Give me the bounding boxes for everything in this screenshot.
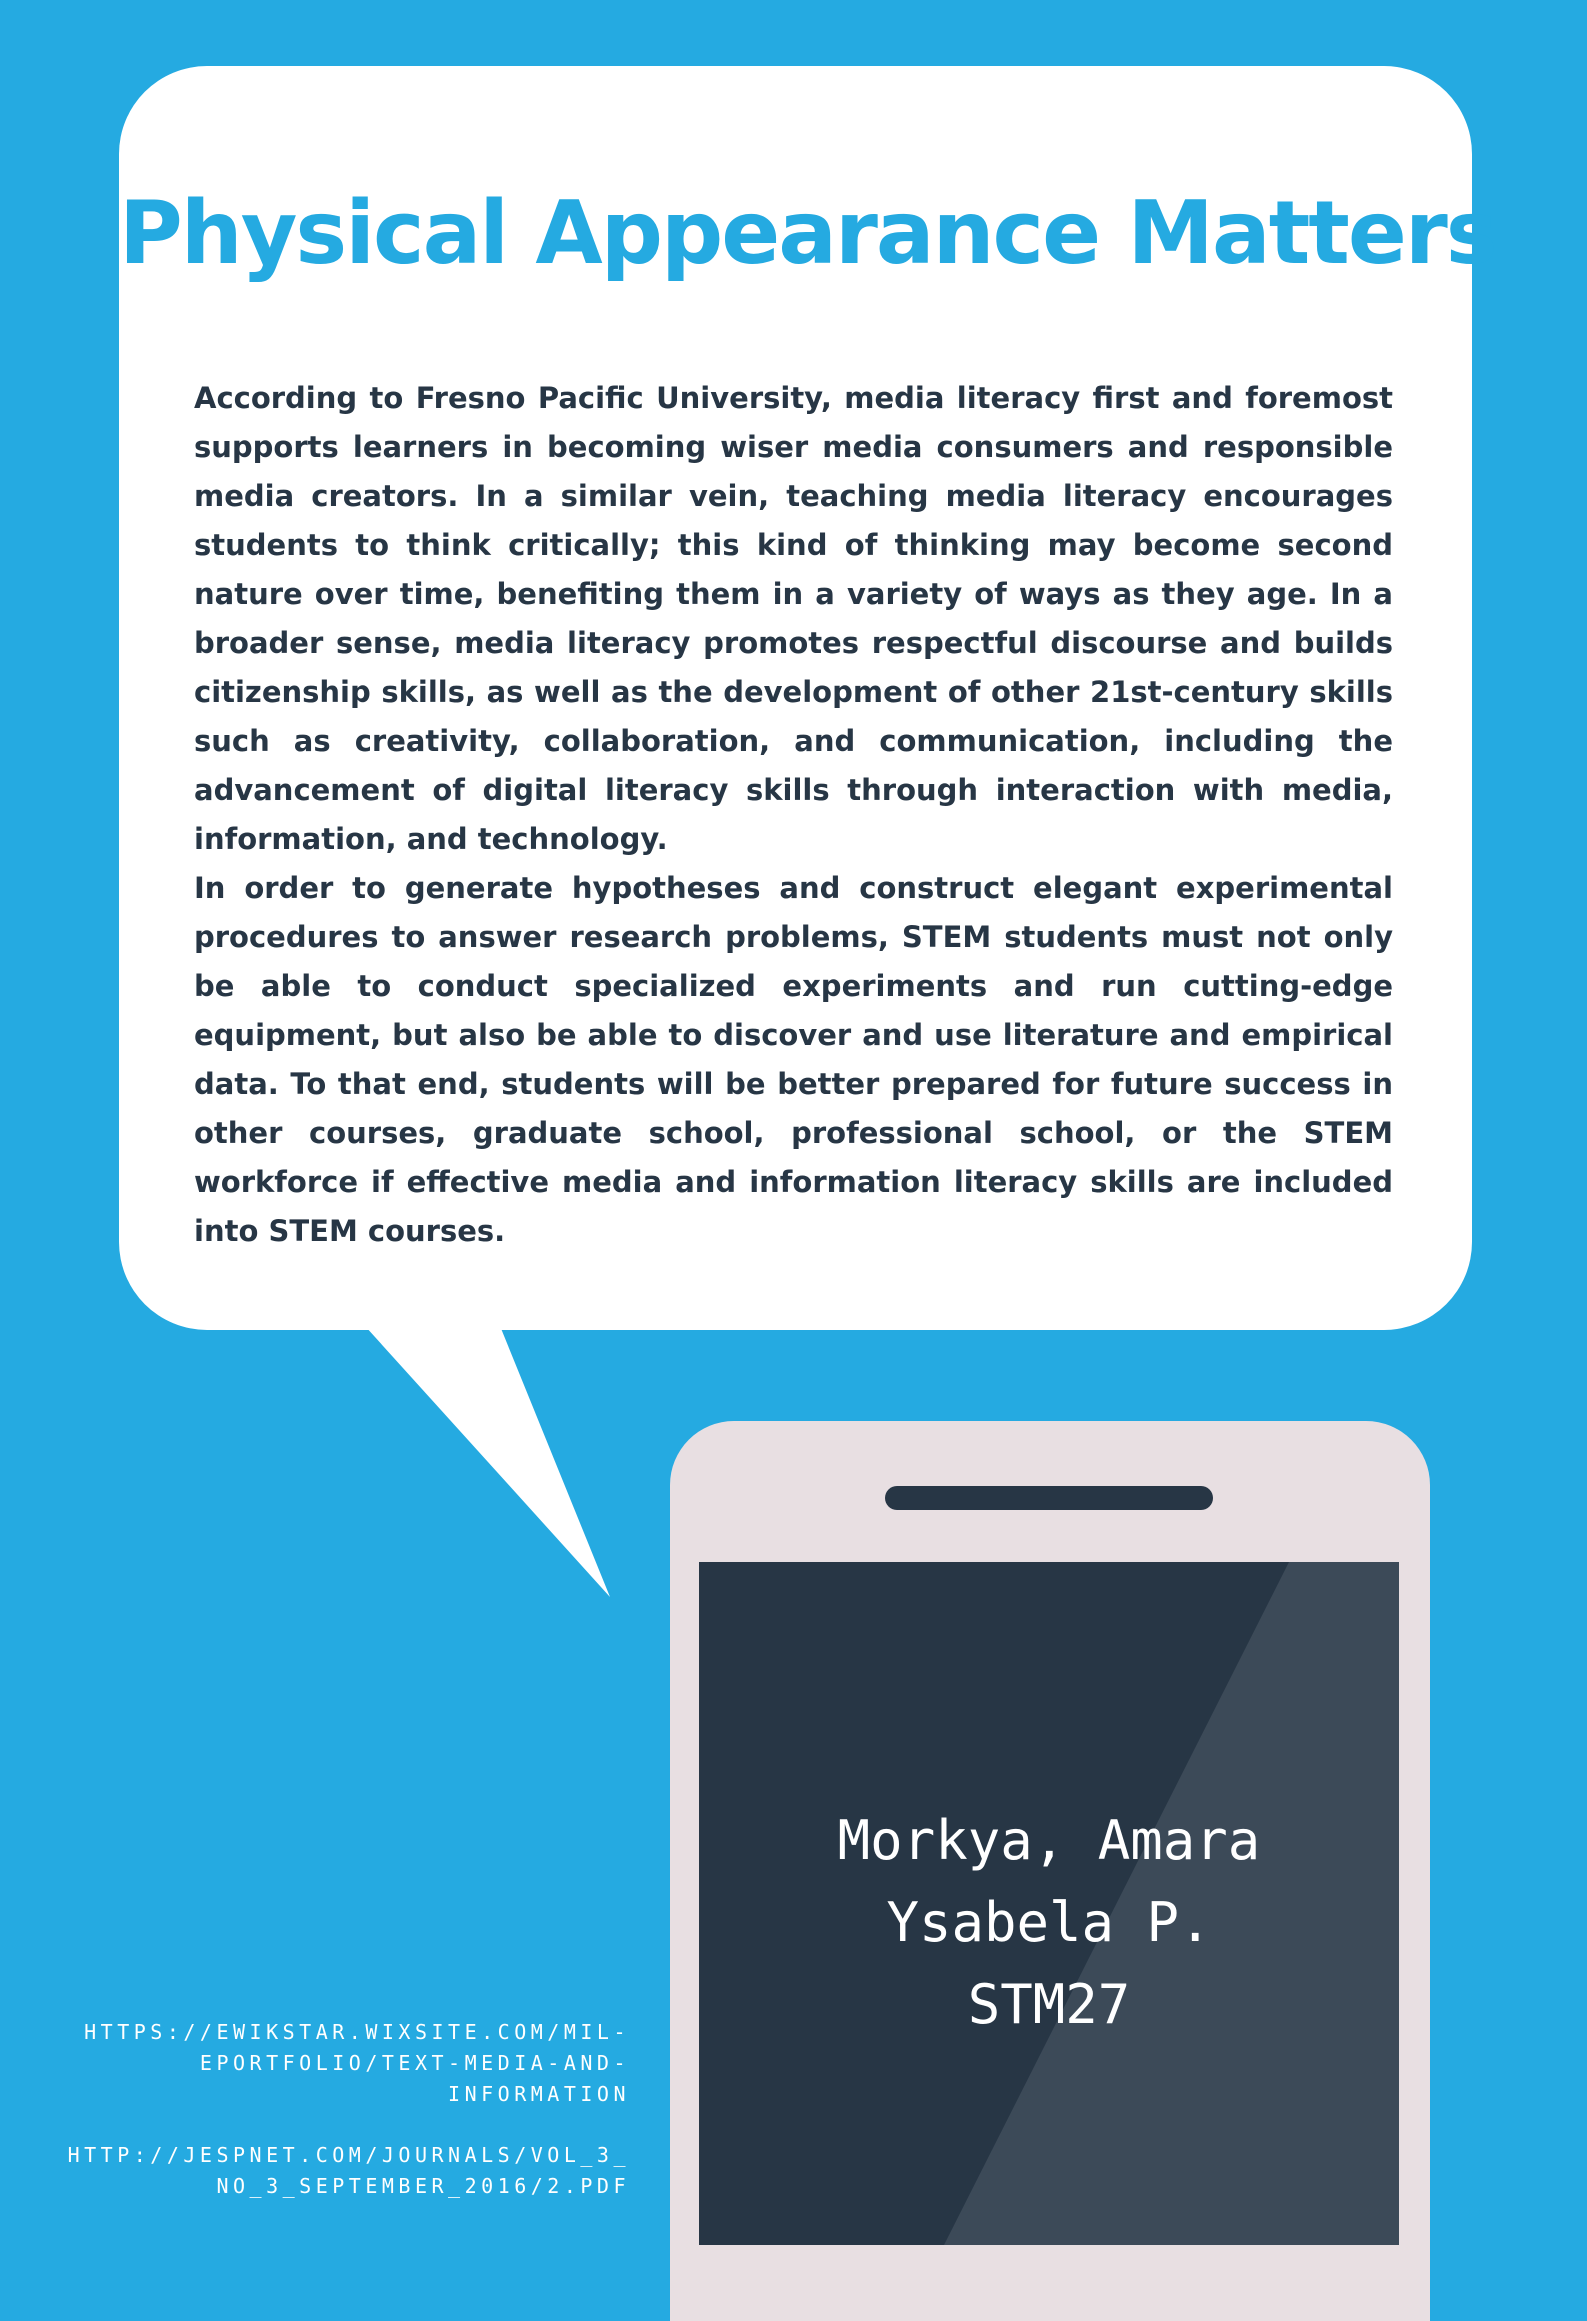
reference-link-2[interactable]	[30, 2140, 630, 2202]
paragraph-stem-students: In order to generate hypotheses and construct elegant experimental procedures to answer research problems, STEM students must not only be able to conduct specialized experiments and run cutting-edge equipment, but also be able to discover and use literature and empirical data. To that end, students will be better prepared for future success in other courses, graduate school, professional school, or the STEM workforce if effective media and information literacy skills are included into STEM courses.	[194, 871, 1393, 1248]
reference-line: INFORMATION	[448, 2082, 630, 2106]
author-block	[699, 1800, 1399, 2046]
reference-line: HTTPS://EWIKSTAR.WIXSITE.COM/MIL-	[84, 2020, 630, 2044]
section-label: STM27	[967, 1973, 1131, 2036]
phone-speaker	[885, 1486, 1213, 1510]
paragraph-media-literacy: According to Fresno Pacific University, media literacy first and foremost supports learners in becoming wiser media consumers and responsible media creators. In a similar vein, teaching media literacy encourages students to think critically; this kind of thinking may become second nature over time, benefiting them in a variety of ways as they age. In a broader sense, media literacy promotes respectful discourse and builds citizenship skills, as well as the development of other 21st-century skills such as creativity, collaboration, and communication, including the advancement of digital literacy skills through interaction with media, information, and technology.	[194, 381, 1393, 856]
author-name-line-1: Morkya, Amara	[837, 1809, 1261, 1872]
reference-line: EPORTFOLIO/TEXT-MEDIA-AND-	[199, 2051, 630, 2075]
reference-link-1[interactable]	[30, 2017, 630, 2110]
page-title: Physical Appearance Matters	[119, 182, 1496, 284]
reference-line: NO_3_SEPTEMBER_2016/2.PDF	[216, 2174, 630, 2198]
author-name-line-2: Ysabela P.	[886, 1891, 1212, 1954]
reference-line: HTTP://JESPNET.COM/JOURNALS/VOL_3_	[67, 2143, 630, 2167]
